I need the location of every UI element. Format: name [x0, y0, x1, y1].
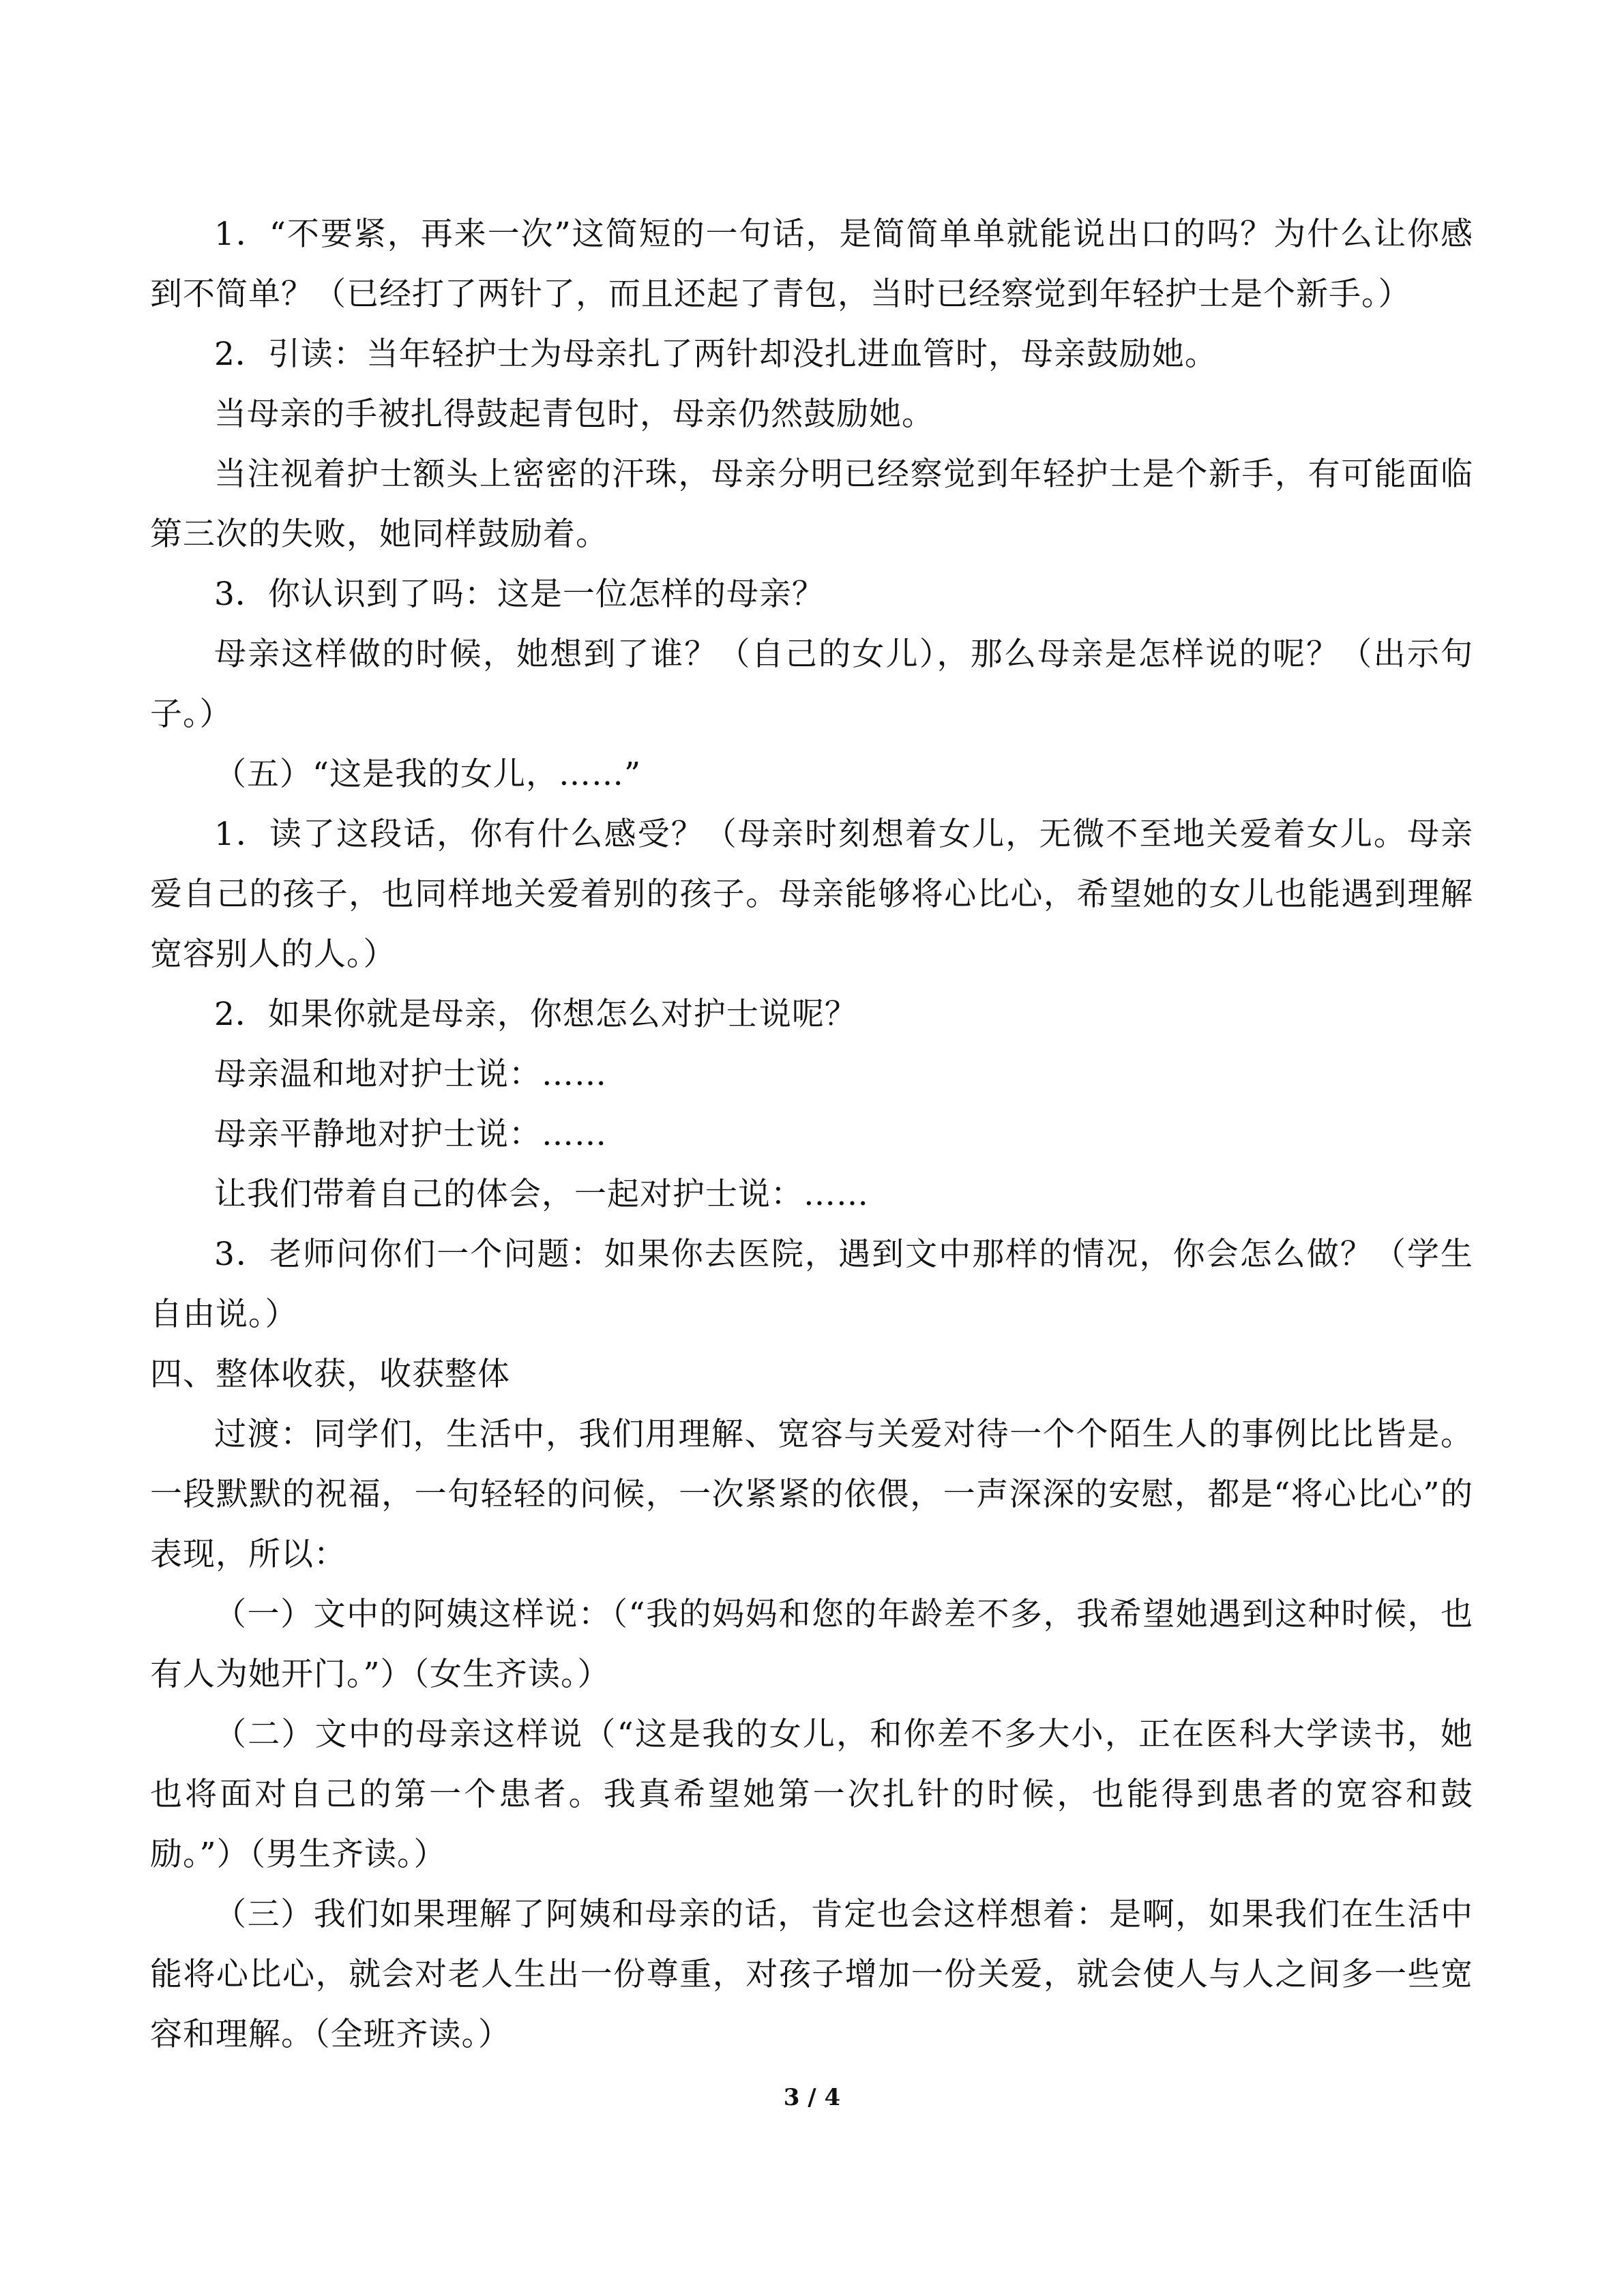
paragraph: 母亲温和地对护士说：…… [214, 1056, 607, 1093]
paragraph: 1．“不要紧，再来一次”这简短的一句话，是简简单单就能说出口的吗？为什么让你感到不简单？（已经打了两针了，而且还起了青包，当时已经察觉到年轻护士是个新手。） [150, 215, 1473, 313]
subsection-heading: （五）“这是我的女儿，……” [214, 756, 642, 793]
paragraph: 2．引读：当年轻护士为母亲扎了两针却没扎进血管时，母亲鼓励她。 [214, 336, 1217, 373]
paragraph: 过渡：同学们，生活中，我们用理解、宽容与关爱对待一个个陌生人的事例比比皆是。一段默默的祝福，一句轻轻的问候，一次紧紧的依偎，一声深深的安慰，都是“将心比心”的表现，所以： [150, 1416, 1473, 1573]
page-number: 3 / 4 [783, 2084, 841, 2111]
paragraph: 当注视着护士额头上密密的汗珠，母亲分明已经察觉到年轻护士是个新手，有可能面临第三次的失败，她同样鼓励着。 [150, 456, 1473, 553]
paragraph: 2．如果你就是母亲，你想怎么对护士说呢？ [214, 996, 857, 1033]
paragraph: 3．老师问你们一个问题：如果你去医院，遇到文中那样的情况，你会怎么做？（学生自由说。） [150, 1236, 1473, 1333]
paragraph: 3．你认识到了吗：这是一位怎样的母亲？ [214, 576, 825, 613]
paragraph: 母亲平静地对护士说：…… [214, 1116, 607, 1153]
paragraph: （一）文中的阿姨这样说：（“我的妈妈和您的年龄差不多，我希望她遇到这种时候，也有人为她开门。”）（女生齐读。） [150, 1596, 1473, 1693]
paragraph: 当母亲的手被扎得鼓起青包时，母亲仍然鼓励她。 [214, 396, 934, 433]
paragraph: （二）文中的母亲这样说（“这是我的女儿，和你差不多大小，正在医科大学读书，她也将面对自己的第一个患者。我真希望她第一次扎针的时候，也能得到患者的宽容和鼓励。”）（男生齐读。） [150, 1716, 1473, 1873]
paragraph: （三）我们如果理解了阿姨和母亲的话，肯定也会这样想着：是啊，如果我们在生活中能将心比心，就会对老人生出一份尊重，对孩子增加一份关爱，就会使人与人之间多一些宽容和理解。（全班齐读。） [150, 1896, 1473, 2053]
paragraph: 1．读了这段话，你有什么感受？（母亲时刻想着女儿，无微不至地关爱着女儿。母亲爱自己的孩子，也同样地关爱着别的孩子。母亲能够将心比心，希望她的女儿也能遇到理解宽容别人的人。） [150, 816, 1473, 973]
document-body [150, 205, 1473, 2065]
paragraph: 让我们带着自己的体会，一起对护士说：…… [214, 1176, 869, 1213]
section-heading: 四、整体收获，收获整体 [150, 1356, 510, 1393]
paragraph: 母亲这样做的时候，她想到了谁？（自己的女儿），那么母亲是怎样说的呢？（出示句子。） [150, 636, 1473, 733]
